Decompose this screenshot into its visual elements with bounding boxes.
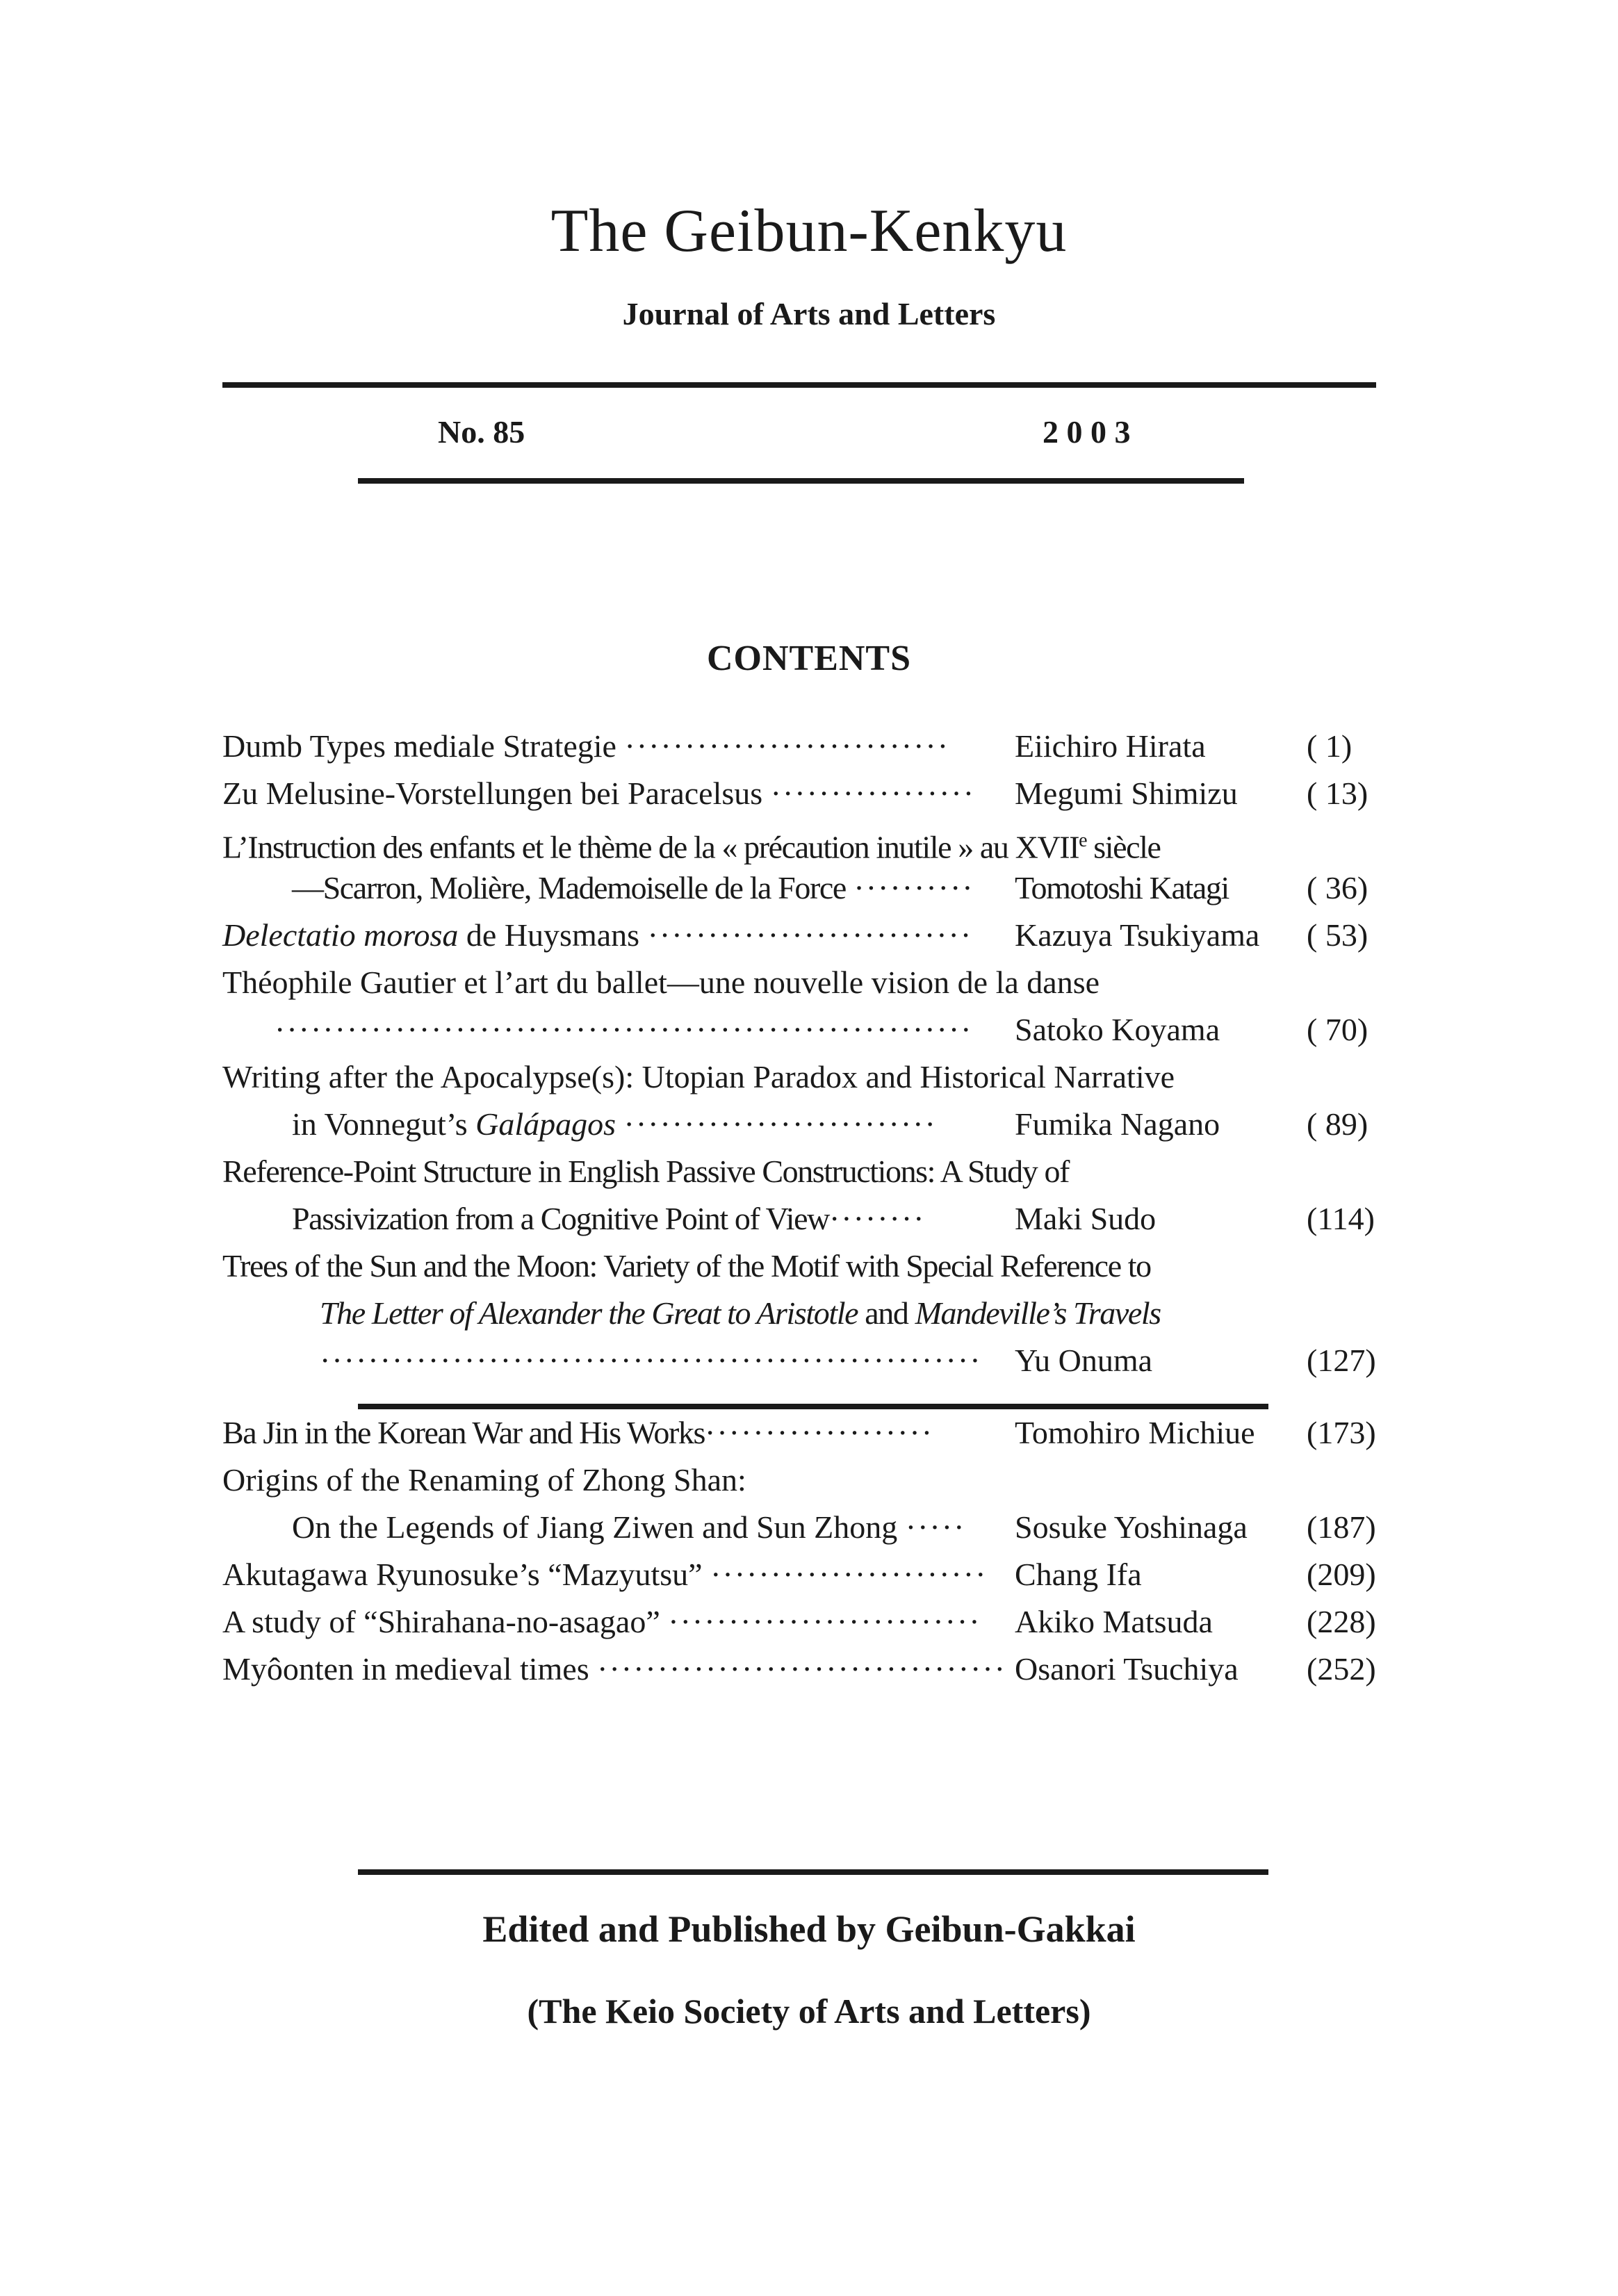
toc-entry-title-line	[222, 1290, 1390, 1337]
toc-title-italic: Galápagos	[475, 1106, 616, 1142]
toc-entry: Dumb Types mediale Strategie ··························· Eiichiro Hirata ( 1)	[222, 723, 1390, 770]
toc-title: Writing after the Apocalypse(s): Utopian Paradox and Historical Narrative	[222, 1059, 1175, 1094]
table-of-contents	[222, 723, 1390, 1693]
toc-entry: ·························································· Satoko Koyama ( 70)	[222, 1006, 1390, 1053]
toc-page: ( 1)	[1307, 728, 1353, 764]
toc-title: Ba Jin in the Korean War and His Works	[222, 1415, 705, 1450]
toc-title: Myôonten in medieval times	[222, 1651, 589, 1687]
toc-title: —Scarron, Molière, Mademoiselle de la Force	[292, 870, 846, 905]
publisher-society: (The Keio Society of Arts and Letters)	[527, 1992, 1091, 2031]
toc-author: Satoko Koyama	[1015, 1012, 1220, 1047]
toc-entry: in Vonnegut’s Galápagos ·························· Fumika Nagano ( 89)	[222, 1101, 1390, 1148]
toc-entry-title-line	[222, 817, 1390, 864]
toc-page: (209)	[1307, 1557, 1376, 1592]
toc-author: Maki Sudo	[1015, 1201, 1157, 1236]
toc-page: (173)	[1307, 1415, 1376, 1450]
toc-title: and	[858, 1295, 915, 1331]
toc-title: Zu Melusine-Vorstellungen bei Paracelsus	[222, 776, 763, 811]
toc-title-italic: Delectatio morosa	[222, 917, 459, 953]
bottom-rule	[358, 1869, 1268, 1875]
toc-entry: Akutagawa Ryunosuke’s “Mazyutsu” ······················· Chang Ifa (209)	[222, 1551, 1390, 1598]
toc-author: Megumi Shimizu	[1015, 776, 1238, 811]
toc-title: Dumb Types mediale Strategie	[222, 728, 616, 764]
toc-page: ( 13)	[1307, 776, 1368, 811]
toc-page: (252)	[1307, 1651, 1376, 1687]
toc-title: Origins of the Renaming of Zhong Shan:	[222, 1462, 746, 1498]
issue-year: 2 0 0 3	[1043, 414, 1131, 450]
toc-author: Kazuya Tsukiyama	[1015, 917, 1260, 953]
journal-subtitle: Journal of Arts and Letters	[622, 296, 996, 331]
issue-rule	[358, 478, 1244, 484]
toc-entry-title-line	[222, 1243, 1390, 1290]
toc-author: Eiichiro Hirata	[1015, 728, 1206, 764]
toc-title: Reference-Point Structure in English Passive Constructions: A Study of	[222, 1154, 1069, 1189]
toc-entry: —Scarron, Molière, Mademoiselle de la Force ·········· Tomotoshi Katagi ( 36)	[222, 864, 1390, 912]
toc-author: Fumika Nagano	[1015, 1106, 1220, 1142]
toc-title: On the Legends of Jiang Ziwen and Sun Zhong	[292, 1509, 898, 1545]
toc-title-italic: Mandeville’s Travels	[915, 1295, 1161, 1331]
toc-entry-title-line	[222, 1148, 1390, 1195]
toc-title-superscript: e	[1079, 830, 1087, 851]
toc-title: de Huysmans	[458, 917, 640, 953]
toc-author: Yu Onuma	[1015, 1343, 1153, 1378]
toc-entry: Zu Melusine-Vorstellungen bei Paracelsus ················· Megumi Shimizu ( 13)	[222, 770, 1390, 817]
toc-entry-title-line	[222, 959, 1390, 1006]
toc-page: (114)	[1307, 1201, 1375, 1236]
contents-heading: CONTENTS	[706, 639, 912, 678]
toc-entry: Delectatio morosa de Huysmans ··························· Kazuya Tsukiyama ( 53)	[222, 912, 1390, 959]
toc-title: in Vonnegut’s	[292, 1106, 476, 1142]
toc-page: ( 53)	[1307, 917, 1368, 953]
toc-page: ( 70)	[1307, 1012, 1368, 1047]
toc-author: Chang Ifa	[1015, 1557, 1142, 1592]
toc-author: Sosuke Yoshinaga	[1015, 1509, 1248, 1545]
toc-entry: On the Legends of Jiang Ziwen and Sun Zhong ····· Sosuke Yoshinaga (187)	[222, 1504, 1390, 1551]
toc-entry: Myôonten in medieval times ·································· Osanori Tsuchiya (252)	[222, 1646, 1390, 1693]
journal-title: The Geibun-Kenkyu	[550, 197, 1068, 265]
toc-title: siècle	[1086, 829, 1161, 865]
toc-author: Tomohiro Michiue	[1015, 1415, 1255, 1450]
toc-entry-title-line	[222, 1053, 1390, 1101]
toc-page: (127)	[1307, 1343, 1376, 1378]
toc-author: Akiko Matsuda	[1015, 1604, 1213, 1639]
toc-page: ( 89)	[1307, 1106, 1368, 1142]
section-divider-rule	[358, 1404, 1268, 1409]
toc-author: Tomotoshi Katagi	[1015, 870, 1229, 905]
toc-author: Osanori Tsuchiya	[1015, 1651, 1239, 1687]
toc-title: L’Instruction des enfants et le thème de la « précaution inutile » au XVII	[222, 829, 1079, 865]
toc-page: (228)	[1307, 1604, 1376, 1639]
toc-entry: Passivization from a Cognitive Point of View········ Maki Sudo (114)	[222, 1195, 1390, 1243]
toc-title: A study of “Shirahana-no-asagao”	[222, 1604, 660, 1639]
toc-page: ( 36)	[1307, 870, 1368, 905]
toc-title: Trees of the Sun and the Moon: Variety of the Motif with Special Reference to	[222, 1248, 1151, 1284]
toc-page: (187)	[1307, 1509, 1376, 1545]
toc-title: Passivization from a Cognitive Point of View	[292, 1201, 829, 1236]
issue-number: No. 85	[438, 414, 525, 450]
toc-title: Théophile Gautier et l’art du ballet—une nouvelle vision de la danse	[222, 965, 1100, 1000]
toc-entry-title-line	[222, 1457, 1390, 1504]
toc-entry: A study of “Shirahana-no-asagao” ·························· Akiko Matsuda (228)	[222, 1598, 1390, 1646]
toc-title-italic: The Letter of Alexander the Great to Aristotle	[320, 1295, 858, 1331]
toc-entry: Ba Jin in the Korean War and His Works··················· Tomohiro Michiue (173)	[222, 1409, 1390, 1457]
toc-title: Akutagawa Ryunosuke’s “Mazyutsu”	[222, 1557, 703, 1592]
publisher-line: Edited and Published by Geibun-Gakkai	[482, 1908, 1136, 1950]
toc-entry: ······················································· Yu Onuma (127)	[222, 1337, 1390, 1384]
top-rule	[222, 382, 1376, 388]
